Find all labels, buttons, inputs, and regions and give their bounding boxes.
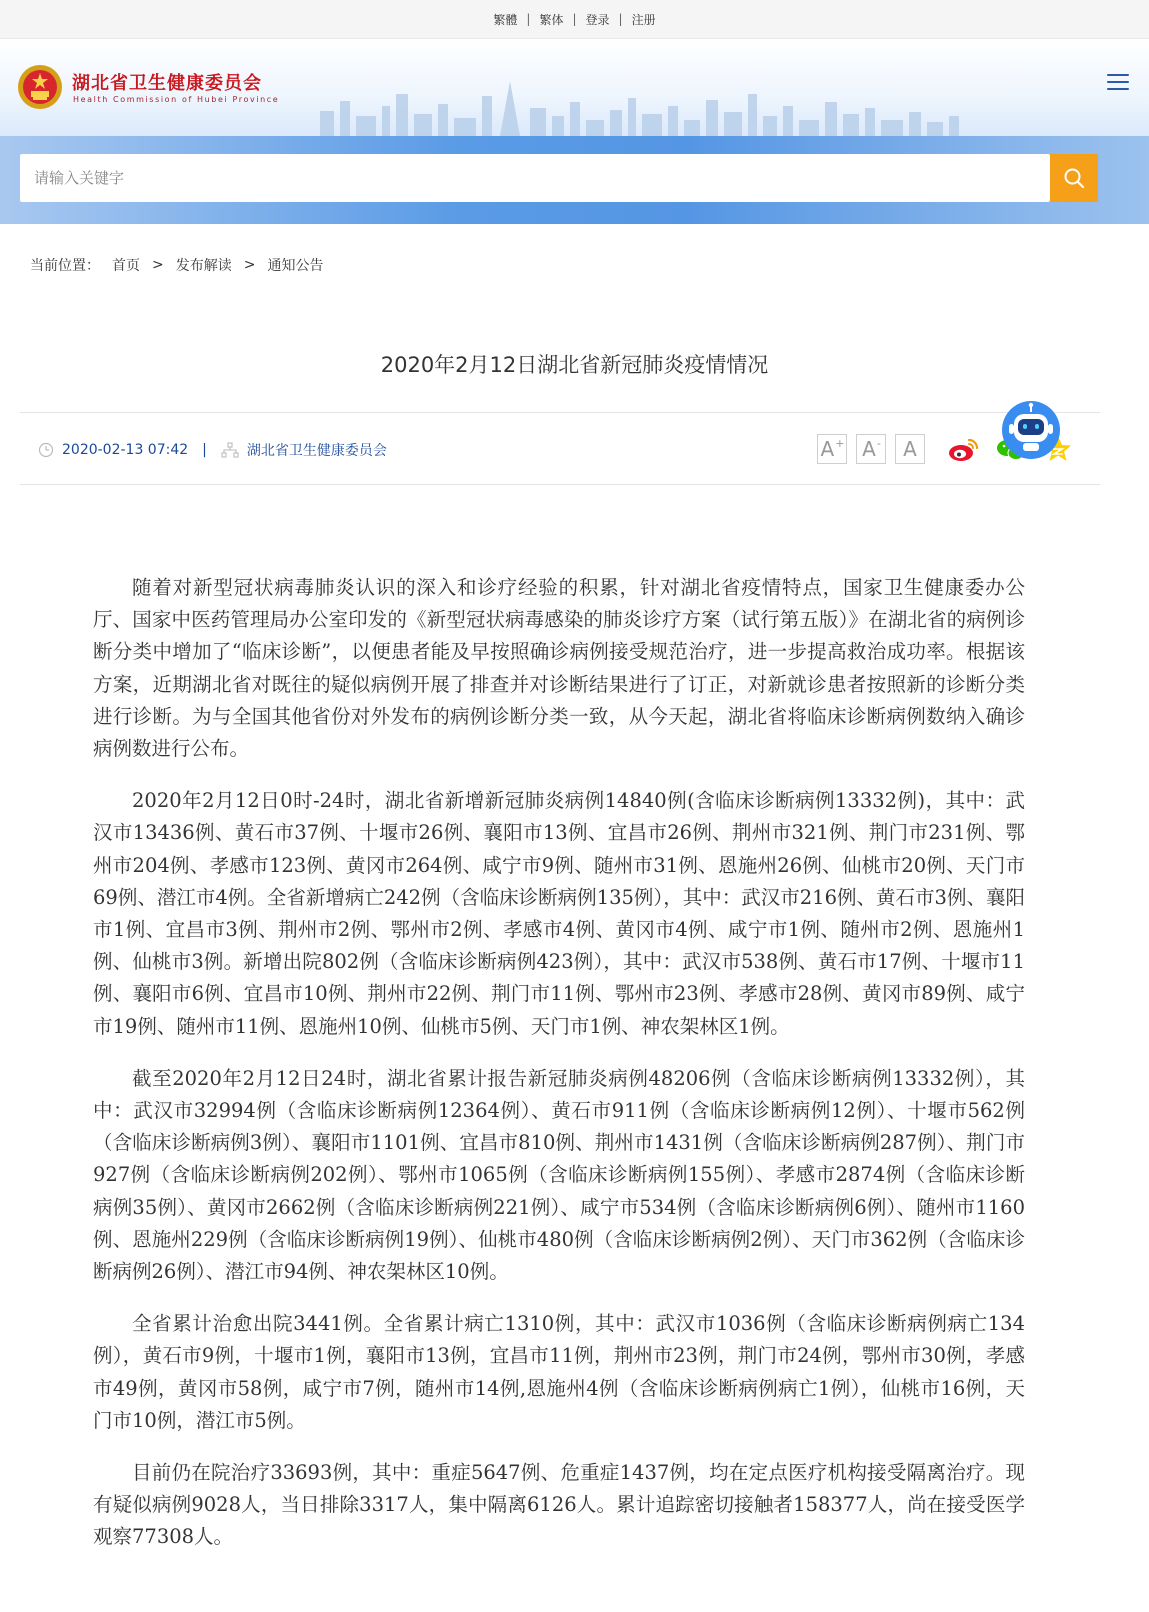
page-title: 2020年2月12日湖北省新冠肺炎疫情情况	[380, 353, 769, 377]
search-section	[0, 136, 1149, 224]
national-emblem-icon[interactable]	[16, 63, 64, 111]
article-paragraph: 目前仍在院治疗33693例，其中：重症5647例、危重症1437例，均在定点医疗机构接受隔离治疗。现有疑似病例9028人，当日排除3317人，集中隔离6126人。累计追踪密切接触者158377人，尚在接受医学观察77308人。	[93, 1461, 1025, 1549]
article-paragraph: 随着对新型冠状病毒肺炎认识的深入和诊疗经验的积累，针对湖北省疫情特点，国家卫生健康委办公厅、国家中医药管理局办公室印发的《新型冠状病毒感染的肺炎诊疗方案（试行第五版）》在湖北省的病例诊断分类中增加了“临床诊断”，以便患者能及早按照确诊病例接受规范治疗，进一步提高救治成功率。根据该方案，近期湖北省对既往的疑似病例开展了排查并对诊断结果进行了订正，对新就诊患者按照新的诊断分类进行诊断。为与全国其他省份对外发布的病例诊断分类一致，从今天起，湖北省将临床诊断病例数纳入确诊病例数进行公布。	[93, 576, 1025, 761]
search-button[interactable]	[1050, 154, 1098, 202]
menu-icon[interactable]	[1107, 74, 1129, 92]
font-size-reset-button[interactable]	[895, 434, 925, 464]
weibo-icon[interactable]	[947, 434, 981, 464]
font-size-decrease-button[interactable]: A -	[856, 434, 886, 464]
link-traditional-chinese[interactable]: 繁體	[493, 12, 518, 27]
separator: |	[526, 12, 531, 26]
divider	[20, 412, 1100, 413]
breadcrumb-home[interactable]: 首页	[112, 258, 140, 274]
source-organization: 湖北省卫生健康委员会	[246, 443, 387, 459]
site-header	[0, 39, 1149, 136]
breadcrumb-release-interpretation[interactable]: 发布解读	[175, 258, 232, 274]
publish-date: 2020-02-13 07:42	[62, 442, 189, 458]
font-size-label: A	[903, 437, 917, 461]
org-icon	[221, 442, 239, 458]
link-login[interactable]: 登录	[585, 12, 610, 27]
font-size-label: A	[862, 437, 876, 461]
search-icon	[1063, 167, 1085, 189]
breadcrumb-separator: >	[152, 257, 164, 273]
article-paragraph: 截至2020年2月12日24时，湖北省累计报告新冠肺炎病例48206例（含临床诊断病例13332例），其中：武汉市32994例（含临床诊断病例12364例）、黄石市911例（含临床诊断病例12例）、十堰市562例（含临床诊断病例3例）、襄阳市1101例、宜昌市810例、荆州市1431例（含临床诊断病例287例）、荆门市927例（含临床诊断病例202例）、鄂州市1065例（含临床诊断病例155例）、孝感市2874例（含临床诊断病例35例）、黄冈市2662例（含临床诊断病例221例）、咸宁市534例（含临床诊断病例6例）、随州市1160例、恩施州229例（含临床诊断病例19例）、仙桃市480例（含临床诊断病例2例）、天门市362例（含临床诊断病例26例）、潜江市94例、神农架林区10例。	[93, 1066, 1025, 1284]
article-paragraph: 全省累计治愈出院3441例。全省累计病亡1310例，其中：武汉市1036例（含临床诊断病例病亡134例），黄石市9例，十堰市1例，襄阳市13例，宜昌市11例，荆州市23例，荆门市24例，鄂州市30例，孝感市49例，黄冈市58例，咸宁市7例，随州市14例,恩施州4例（含临床诊断病例病亡1例），仙桃市16例，天门市10例，潜江市5例。	[93, 1312, 1025, 1432]
breadcrumb	[30, 255, 323, 275]
link-register[interactable]: 注册	[631, 12, 656, 27]
link-simplified-chinese[interactable]: 繁体	[539, 12, 564, 27]
site-title[interactable]: 湖北省卫生健康委员会	[72, 73, 262, 94]
article-meta	[38, 440, 387, 460]
article-body	[93, 572, 1025, 1574]
breadcrumb-notices[interactable]: 通知公告	[267, 258, 324, 274]
top-bar	[0, 0, 1149, 39]
robot-assistant-icon[interactable]	[1001, 400, 1061, 460]
article-paragraph: 2020年2月12日0时-24时，湖北省新增新冠肺炎病例14840例(含临床诊断病例13332例)，其中：武汉市13436例、黄石市37例、十堰市26例、襄阳市13例、宜昌市26例、荆州市321例、荆门市231例、鄂州市204例、孝感市123例、黄冈市264例、咸宁市9例、随州市31例、恩施州26例、仙桃市20例、天门市69例、潜江市4例。全省新增病亡242例（含临床诊断病例135例），其中：武汉市216例、黄石市3例、襄阳市1例、宜昌市3例、荆州市2例、鄂州市2例、孝感市4例、黄冈市4例、咸宁市1例、随州市2例、恩施州1例、仙桃市3例。新增出院802例（含临床诊断病例423例），其中：武汉市538例、黄石市17例、十堰市11例、襄阳市6例、宜昌市10例、荆州市22例、荆门市11例、鄂州市23例、孝感市28例、黄冈市89例、咸宁市19例、随州市11例、恩施州10例、仙桃市5例、天门市1例、神农架林区1例。	[93, 789, 1025, 1038]
clock-icon	[38, 442, 54, 458]
divider	[20, 484, 1100, 485]
separator: |	[618, 12, 623, 26]
breadcrumb-separator: >	[243, 257, 256, 273]
search-input[interactable]	[20, 154, 1050, 202]
font-size-label: A	[820, 437, 835, 461]
site-subtitle: Health Commission of Hubei Province	[73, 95, 280, 104]
separator: |	[572, 12, 577, 26]
separator: |	[202, 442, 207, 458]
font-size-increase-button[interactable]: A +	[817, 434, 847, 464]
city-skyline-decoration	[300, 76, 1000, 136]
breadcrumb-label: 当前位置：	[30, 258, 100, 274]
